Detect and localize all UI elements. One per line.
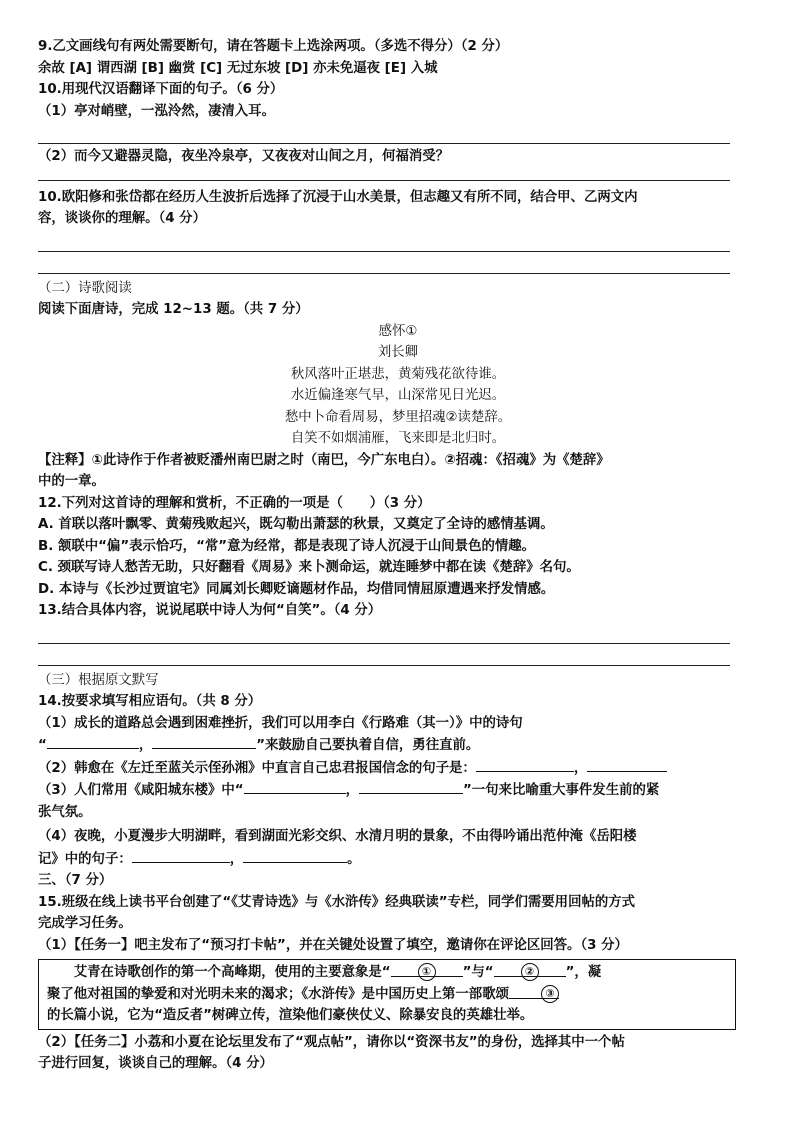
poem-note: 【注释】①此诗作于作者被贬潘州南巴尉之时（南巴，今广东电白）。②招魂：《招魂》为《楚辞》 [38,452,610,468]
q10b-stem-2: 容，谈谈你的理解。（4 分） [38,211,206,226]
circled-number: ② [521,963,539,981]
q14-stem: 14.按要求填写相应语句。（共 8 分） [38,694,262,709]
q12-option-d: D. 本诗与《长沙过贾谊宅》同属刘长卿贬谪题材作品，均借同情屈原遭遇来抒发情感。 [38,581,555,597]
section-poetry: （二）诗歌阅读 [38,280,132,296]
q14-item-3-text: （3）人们常用《咸阳城东楼》中“ [38,783,244,798]
fill-blank[interactable] [587,757,667,772]
period: 。 [347,851,361,867]
poem-line: 自笑不如烟浦雁，飞来即是北归时。 [290,431,506,446]
part3-heading: 三、（7 分） [38,873,113,888]
q14-item-1: （1）成长的道路总会遇到困难挫折，我们可以用李白《行路难（其一）》中的诗句 [38,715,523,731]
q12-option-b: B. 颔联中“偏”表示恰巧，“常”意为经常，都是表现了诗人沉浸于山间景色的情趣。 [38,538,536,554]
q9-stem: 9.乙文画线句有两处需要断句，请在答题卡上选涂两项。（多选不得分）（2 分） [38,39,509,54]
fill-blank[interactable] [132,848,230,863]
box-text: 聚了他对祖国的挚爱和对光明未来的渴求；《水浒传》是中国历史上第一部歌颂 [47,986,509,1002]
answer-line[interactable] [38,252,730,274]
fill-blank[interactable] [47,734,139,749]
q14-item-1-tail: ”来鼓励自己要执着自信，勇往直前。 [256,738,480,753]
box-text: 艾青在诗歌创作的第一个高峰期，使用的主要意象是“ [47,965,391,980]
q10-stem: 10.用现代汉语翻译下面的句子。（6 分） [38,82,284,97]
q14-item-1-cont [38,734,758,757]
box-line-1 [47,962,729,984]
circled-number: ① [418,963,436,981]
task-2-cont: 子进行回复，谈谈自己的理解。（4 分） [38,1056,273,1071]
fill-blank-1[interactable] [391,962,463,977]
fill-blank[interactable] [243,848,347,863]
poem-note-cont: 中的一章。 [38,474,105,489]
q12-stem: 12.下列对这首诗的理解和赏析，不正确的一项是（ ）（3 分） [38,495,431,511]
q14-item-4: （4）夜晚，小夏漫步大明湖畔，看到湖面光彩交织、水清月明的景象，不由得吟诵出范仲淹《岳阳楼 [38,829,637,844]
poetry-intro: 阅读下面唐诗，完成 12~13 题。（共 7 分） [38,302,309,317]
answer-line[interactable] [38,168,730,181]
q14-item-4-cont [38,848,758,871]
exam-page [38,36,758,1075]
q15-stem: 15.班级在线上读书平台创建了“《艾青诗选》与《水浒传》经典联读”专栏，同学们需要用回帖的方式 [38,894,636,910]
comma: ， [345,783,359,798]
answer-line[interactable] [38,230,730,252]
poem-author: 刘长卿 [377,345,419,360]
q9-options: 余故 [A] 谓西湖 [B] 幽赏 [C] 无过东坡 [D] 亦未免逼夜 [E] 入城 [38,60,438,76]
box-line-2 [47,984,729,1006]
comma: ， [573,760,588,776]
circled-number: ③ [541,985,559,1003]
poem-line: 水近偏逢寒气早，山深常见日光迟。 [290,388,506,403]
answer-line[interactable] [38,122,730,144]
poem-line: 秋风落叶正堪悲，黄菊残花欲待谁。 [290,366,506,382]
fill-in-box [38,959,736,1030]
poem-title: 感怀① [378,323,418,339]
q15-stem-cont: 完成学习任务。 [38,916,132,931]
fill-blank-2[interactable] [494,962,566,977]
poem-line: 愁中卜命看周易，梦里招魂②读楚辞。 [284,409,512,425]
fill-blank[interactable] [359,779,463,794]
q10-sentence-2: （2）而今又避器灵隐，夜坐冷泉亭，又夜夜对山间之月，何福消受？ [38,149,450,164]
q12-option-c: C. 颈联写诗人愁苦无助，只好翻看《周易》来卜测命运，就连睡梦中都在读《楚辞》名句。 [38,560,580,575]
answer-line[interactable] [38,644,730,666]
answer-line[interactable] [38,622,730,644]
q10b-stem-1: 10.欧阳修和张岱都在经历人生波折后选择了沉浸于山水美景，但志趣又有所不同，结合甲、乙两文内 [38,189,638,205]
q14-item-2-text: （2）韩愈在《左迁至蓝关示侄孙湘》中直言自己忠君报国信念的句子是： [38,760,476,776]
fill-blank[interactable] [476,757,574,772]
comma: ， [229,851,244,867]
q14-item-4-text: 记》中的句子： [38,851,132,867]
q14-item-2 [38,757,758,780]
fill-blank-3[interactable] [509,984,559,999]
fill-blank[interactable] [152,734,256,749]
fill-blank[interactable] [244,779,346,794]
q13-stem: 13.结合具体内容，说说尾联中诗人为何“自笑”。（4 分） [38,603,382,618]
task-1: （1）【任务一】吧主发布了“预习打卡帖”，并在关键处设置了填空，邀请你在评论区回答。（3 分） [38,937,628,953]
box-text: ”，凝 [565,965,602,980]
box-line-3: 的长篇小说，它为“造反者”树碑立传，渲染他们豪侠仗义、除暴安良的英雄壮举。 [47,1008,534,1023]
q10-sentence-1: （1）亭对峭壁，一泓泠然，凄清入耳。 [38,103,275,119]
q14-item-3 [38,779,758,802]
q14-item-3-cont: 张气氛。 [38,804,92,820]
box-text: ”与“ [462,965,494,980]
comma: ， [138,738,153,753]
task-2: （2）【任务二】小荔和小夏在论坛里发布了“观点帖”，请你以“资深书友”的身份，选择其中一个帖 [38,1034,625,1050]
section-recite: （三）根据原文默写 [38,672,159,688]
q14-item-3-tail: ”一句来比喻重大事件发生前的紧 [462,783,660,798]
q12-option-a: A. 首联以落叶飘零、黄菊残败起兴，既勾勒出萧瑟的秋景，又奠定了全诗的感情基调。 [38,517,554,532]
quote-open: “ [38,738,47,753]
